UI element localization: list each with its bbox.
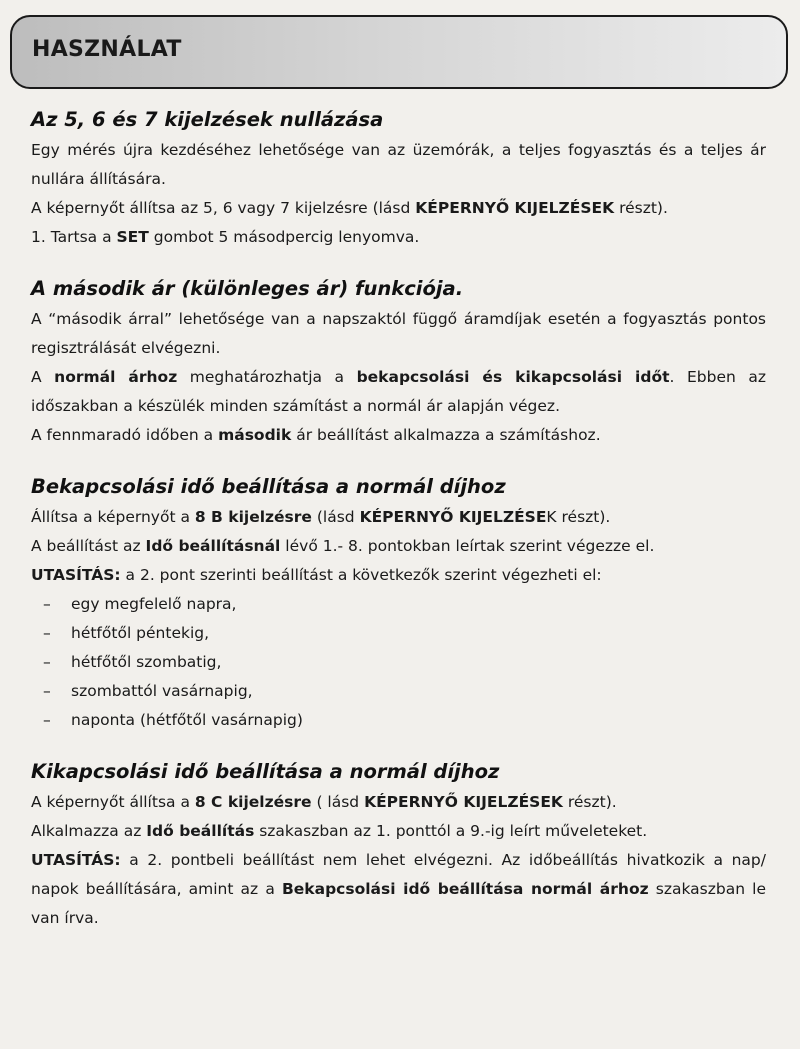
paragraph: Egy mérés újra kezdéséhez lehetősége van az üzemórák, a teljes fogyasztás és a teljes ár nullára állítására.	[31, 141, 766, 188]
list-item: – hétfőtől szombatig,	[43, 653, 222, 671]
section-off-time-setting	[31, 756, 766, 933]
paragraph: A “második árral” lehetősége van a napszaktól függő áramdíjak esetén a fogyasztás pontos regisztrálását elvégezni.	[31, 310, 766, 357]
list-item: – szombattól vasárnapig,	[43, 682, 253, 700]
paragraph: A képernyőt állítsa az 5, 6 vagy 7 kijelzésre (lásd KÉPERNYŐ KIJELZÉSEK részt).	[31, 199, 668, 217]
paragraph: UTASÍTÁS: a 2. pont szerinti beállítást a következők szerint végezheti el:	[31, 566, 602, 584]
list-item: – hétfőtől péntekig,	[43, 624, 210, 642]
document-body	[31, 104, 766, 933]
page-title: HASZNÁLAT	[32, 37, 182, 62]
section-second-price	[31, 273, 766, 450]
paragraph: Állítsa a képernyőt a 8 B kijelzésre (lásd KÉPERNYŐ KIJELZÉSEK részt).	[31, 508, 611, 526]
list-item: – naponta (hétfőtől vasárnapig)	[43, 711, 303, 729]
paragraph: A fennmaradó időben a második ár beállítást alkalmazza a számításhoz.	[31, 426, 601, 444]
paragraph: A beállítást az Idő beállításnál lévő 1.- 8. pontokban leírtak szerint végezze el.	[31, 537, 655, 555]
section-title: A második ár (különleges ár) funkciója.	[31, 277, 464, 300]
section-title: Kikapcsolási idő beállítása a normál díjhoz	[31, 760, 500, 783]
section-title: Bekapcsolási idő beállítása a normál díjhoz	[31, 475, 506, 498]
paragraph: Alkalmazza az Idő beállítás szakaszban az 1. ponttól a 9.-ig leírt műveleteket.	[31, 822, 648, 840]
paragraph: 1. Tartsa a SET gombot 5 másodpercig lenyomva.	[31, 228, 420, 246]
section-on-time-setting	[31, 471, 766, 735]
header-box	[10, 15, 788, 89]
paragraph: UTASÍTÁS: a 2. pontbeli beállítást nem lehet elvégezni. Az időbeállítás hivatkozik a nap/ napok beállítására, amint az a Bekapcsolási idő beállítása normál árhoz szakaszban le van írva.	[31, 851, 767, 927]
section-title: Az 5, 6 és 7 kijelzések nullázása	[31, 108, 384, 131]
paragraph: A képernyőt állítsa a 8 C kijelzésre ( lásd KÉPERNYŐ KIJELZÉSEK részt).	[31, 793, 617, 811]
section-reset-displays	[31, 104, 766, 252]
list-item: – egy megfelelő napra,	[43, 595, 237, 613]
paragraph: A normál árhoz meghatározhatja a bekapcsolási és kikapcsolási időt. Ebben az időszakban a készülék minden számítást a normál ár alapján végez.	[31, 368, 766, 415]
